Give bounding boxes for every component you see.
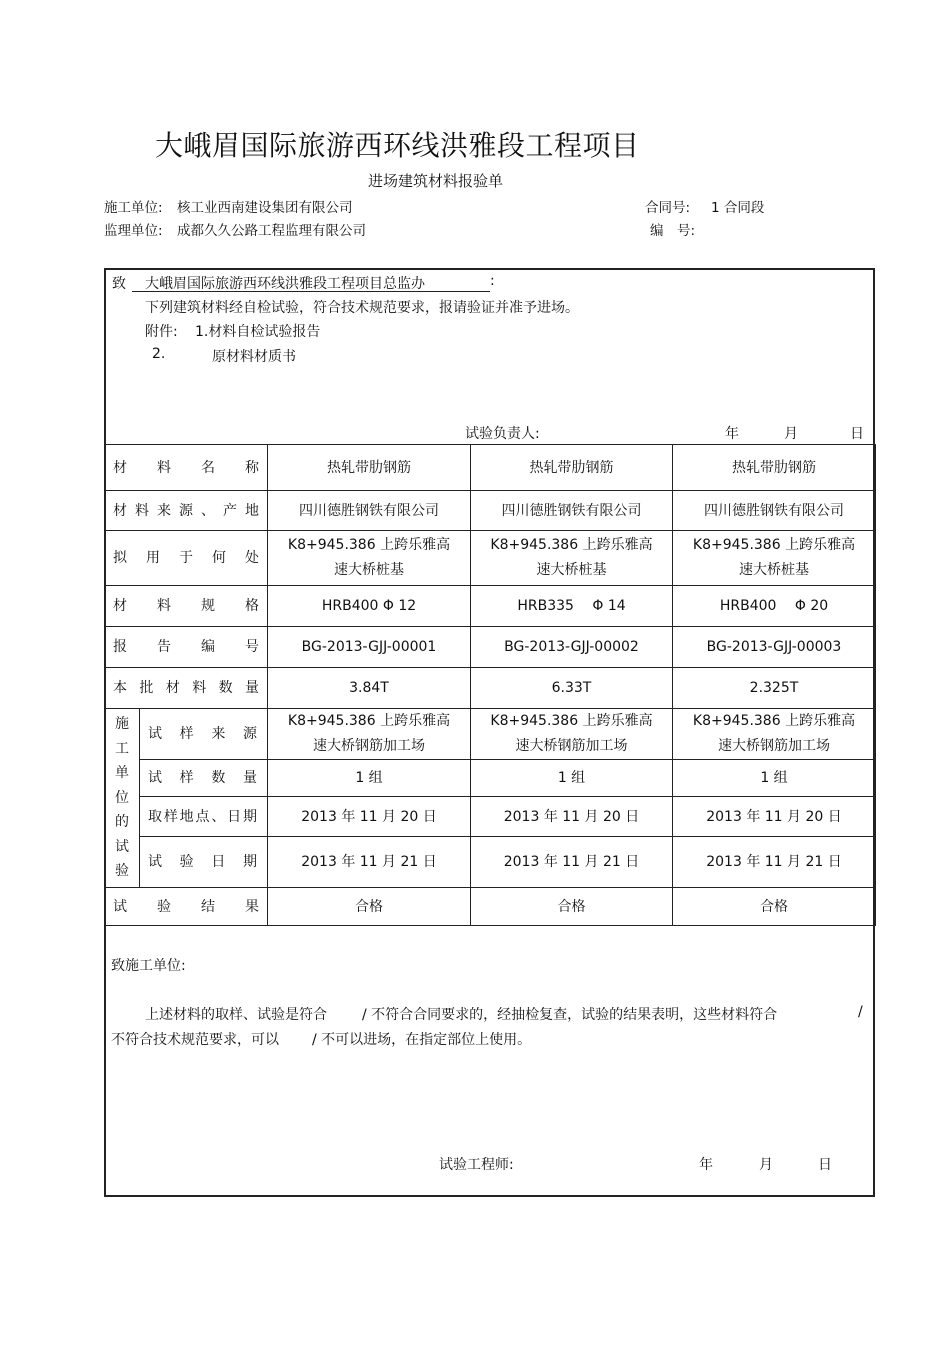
sample-qty-cell: 1 组 bbox=[471, 760, 673, 797]
label-source: 材料来源、产地 bbox=[105, 491, 268, 531]
engineer-month: 月 bbox=[759, 1157, 773, 1173]
addressee: 大峨眉国际旅游西环线洪雅段工程项目总监办 bbox=[145, 276, 425, 292]
report-no-cell: BG-2013-GJJ-00001 bbox=[268, 627, 471, 668]
to-prefix: 致 bbox=[112, 276, 126, 292]
sample-source-line1: K8+945.386 上跨乐雅高 bbox=[692, 713, 856, 729]
engineer-day: 日 bbox=[818, 1157, 832, 1173]
test-date-cell: 2013 年 11 月 21 日 bbox=[673, 837, 876, 888]
table-row bbox=[105, 797, 876, 837]
vertical-label-char: 单 bbox=[115, 765, 129, 782]
table-row bbox=[105, 709, 876, 760]
table-row bbox=[105, 445, 876, 491]
usage-line1: K8+945.386 上跨乐雅高 bbox=[692, 537, 856, 553]
source-cell: 四川德胜钢铁有限公司 bbox=[471, 491, 673, 531]
test-date-cell: 2013 年 11 月 21 日 bbox=[268, 837, 471, 888]
usage-line2: 速大桥桩基 bbox=[334, 562, 404, 578]
usage-line2: 速大桥桩基 bbox=[739, 562, 809, 578]
addressee-underline bbox=[132, 291, 490, 292]
material-name-cell: 热轧带肋钢筋 bbox=[471, 445, 673, 491]
date-day: 日 bbox=[850, 426, 864, 442]
date-month: 月 bbox=[784, 426, 798, 442]
contractor-value: 核工业西南建设集团有限公司 bbox=[177, 200, 353, 216]
table-row bbox=[105, 668, 876, 709]
serial-no-label: 编 号: bbox=[650, 223, 696, 239]
supervisor-value: 成都久久公路工程监理有限公司 bbox=[177, 223, 366, 239]
usage-cell bbox=[268, 531, 471, 586]
sample-source-line2: 速大桥钢筋加工场 bbox=[515, 738, 628, 754]
date-year: 年 bbox=[725, 426, 739, 442]
contract-no-value: 1 合同段 bbox=[711, 200, 765, 216]
source-cell: 四川德胜钢铁有限公司 bbox=[673, 491, 876, 531]
contract-no-label: 合同号: bbox=[645, 200, 691, 216]
sample-date-cell: 2013 年 11 月 20 日 bbox=[673, 797, 876, 837]
label-contractor-test-group bbox=[105, 709, 140, 888]
result-cell: 合格 bbox=[673, 888, 876, 926]
sample-source-cell bbox=[268, 709, 471, 760]
attachment-1: 1.材料自检试验报告 bbox=[195, 324, 321, 340]
sample-qty-cell: 1 组 bbox=[268, 760, 471, 797]
attachments-label: 附件: bbox=[145, 324, 178, 340]
label-sample-qty: 试样数量 bbox=[140, 760, 268, 797]
usage-cell bbox=[471, 531, 673, 586]
spec-cell: HRB400 Φ 12 bbox=[268, 586, 471, 627]
material-name-cell: 热轧带肋钢筋 bbox=[268, 445, 471, 491]
sample-source-line1: K8+945.386 上跨乐雅高 bbox=[287, 713, 451, 729]
quantity-cell: 2.325T bbox=[673, 668, 876, 709]
usage-cell bbox=[673, 531, 876, 586]
table-row bbox=[105, 491, 876, 531]
table-row bbox=[105, 586, 876, 627]
report-no-cell: BG-2013-GJJ-00002 bbox=[471, 627, 673, 668]
report-no-cell: BG-2013-GJJ-00003 bbox=[673, 627, 876, 668]
page-title: 大峨眉国际旅游西环线洪雅段工程项目 bbox=[155, 129, 640, 162]
vertical-label-char: 位 bbox=[115, 789, 129, 806]
supervisor-label: 监理单位: bbox=[104, 223, 163, 239]
label-test-date: 试验日期 bbox=[140, 837, 268, 888]
attachment-2: 原材料材质书 bbox=[212, 349, 296, 365]
engineer-year: 年 bbox=[699, 1157, 713, 1173]
label-report-no: 报告编号 bbox=[105, 627, 268, 668]
sample-source-cell bbox=[673, 709, 876, 760]
quantity-cell: 6.33T bbox=[471, 668, 673, 709]
vertical-label-char: 工 bbox=[115, 740, 129, 757]
materials-table bbox=[104, 444, 876, 926]
sample-source-line2: 速大桥钢筋加工场 bbox=[313, 738, 425, 754]
material-name-cell: 热轧带肋钢筋 bbox=[673, 445, 876, 491]
spec-cell: HRB335 Φ 14 bbox=[471, 586, 673, 627]
test-date-cell: 2013 年 11 月 21 日 bbox=[471, 837, 673, 888]
sample-source-line2: 速大桥钢筋加工场 bbox=[718, 738, 830, 754]
result-cell: 合格 bbox=[471, 888, 673, 926]
label-quantity: 本批材料数量 bbox=[105, 668, 268, 709]
sample-qty-cell: 1 组 bbox=[673, 760, 876, 797]
table-row bbox=[105, 888, 876, 926]
engineer-label: 试验工程师: bbox=[439, 1157, 514, 1173]
label-spec: 材料规格 bbox=[105, 586, 268, 627]
vertical-label-text bbox=[105, 712, 139, 884]
vertical-label-char: 施 bbox=[115, 716, 129, 733]
quantity-cell: 3.84T bbox=[268, 668, 471, 709]
table-row bbox=[105, 531, 876, 586]
conclusion-line1-slash: / bbox=[858, 1004, 863, 1020]
table-row bbox=[105, 837, 876, 888]
contractor-label: 施工单位: bbox=[104, 200, 163, 216]
intro-section bbox=[104, 268, 875, 444]
source-cell: 四川德胜钢铁有限公司 bbox=[268, 491, 471, 531]
label-material-name: 材料名称 bbox=[105, 445, 268, 491]
conclusion-section bbox=[104, 922, 875, 1197]
label-sample-place-date: 取样地点、日期 bbox=[140, 797, 268, 837]
usage-line1: K8+945.386 上跨乐雅高 bbox=[287, 537, 451, 553]
conclusion-to: 致施工单位: bbox=[111, 958, 186, 974]
sample-date-cell: 2013 年 11 月 20 日 bbox=[471, 797, 673, 837]
conclusion-line2-a: 不符合技术规范要求，可以 bbox=[111, 1032, 279, 1048]
conclusion-line1-b: / 不符合合同要求的，经抽检复查，试验的结果表明，这些材料符合 bbox=[362, 1007, 778, 1023]
vertical-label-char: 验 bbox=[115, 863, 129, 880]
form-subtitle: 进场建筑材料报验单 bbox=[368, 172, 504, 190]
vertical-label-char: 试 bbox=[115, 838, 129, 855]
label-result: 试验结果 bbox=[105, 888, 268, 926]
sample-source-line1: K8+945.386 上跨乐雅高 bbox=[490, 713, 653, 729]
attachment-2-no: 2. bbox=[152, 346, 166, 362]
vertical-label-char: 的 bbox=[115, 814, 129, 831]
sample-date-cell: 2013 年 11 月 20 日 bbox=[268, 797, 471, 837]
addressee-colon: : bbox=[490, 273, 495, 289]
table-row bbox=[105, 760, 876, 797]
conclusion-line2-b: / 不可以进场，在指定部位上使用。 bbox=[312, 1032, 532, 1048]
conclusion-line1-a: 上述材料的取样、试验是符合 bbox=[145, 1007, 327, 1023]
label-sample-source: 试样来源 bbox=[140, 709, 268, 760]
tester-label: 试验负责人: bbox=[465, 426, 540, 442]
table-row bbox=[105, 627, 876, 668]
spec-cell: HRB400 Φ 20 bbox=[673, 586, 876, 627]
sample-source-cell bbox=[471, 709, 673, 760]
result-cell: 合格 bbox=[268, 888, 471, 926]
intro-body: 下列建筑材料经自检试验，符合技术规范要求，报请验证并准予进场。 bbox=[145, 300, 579, 316]
usage-line2: 速大桥桩基 bbox=[536, 562, 607, 578]
label-usage: 拟用于何处 bbox=[105, 531, 268, 586]
usage-line1: K8+945.386 上跨乐雅高 bbox=[490, 537, 653, 553]
